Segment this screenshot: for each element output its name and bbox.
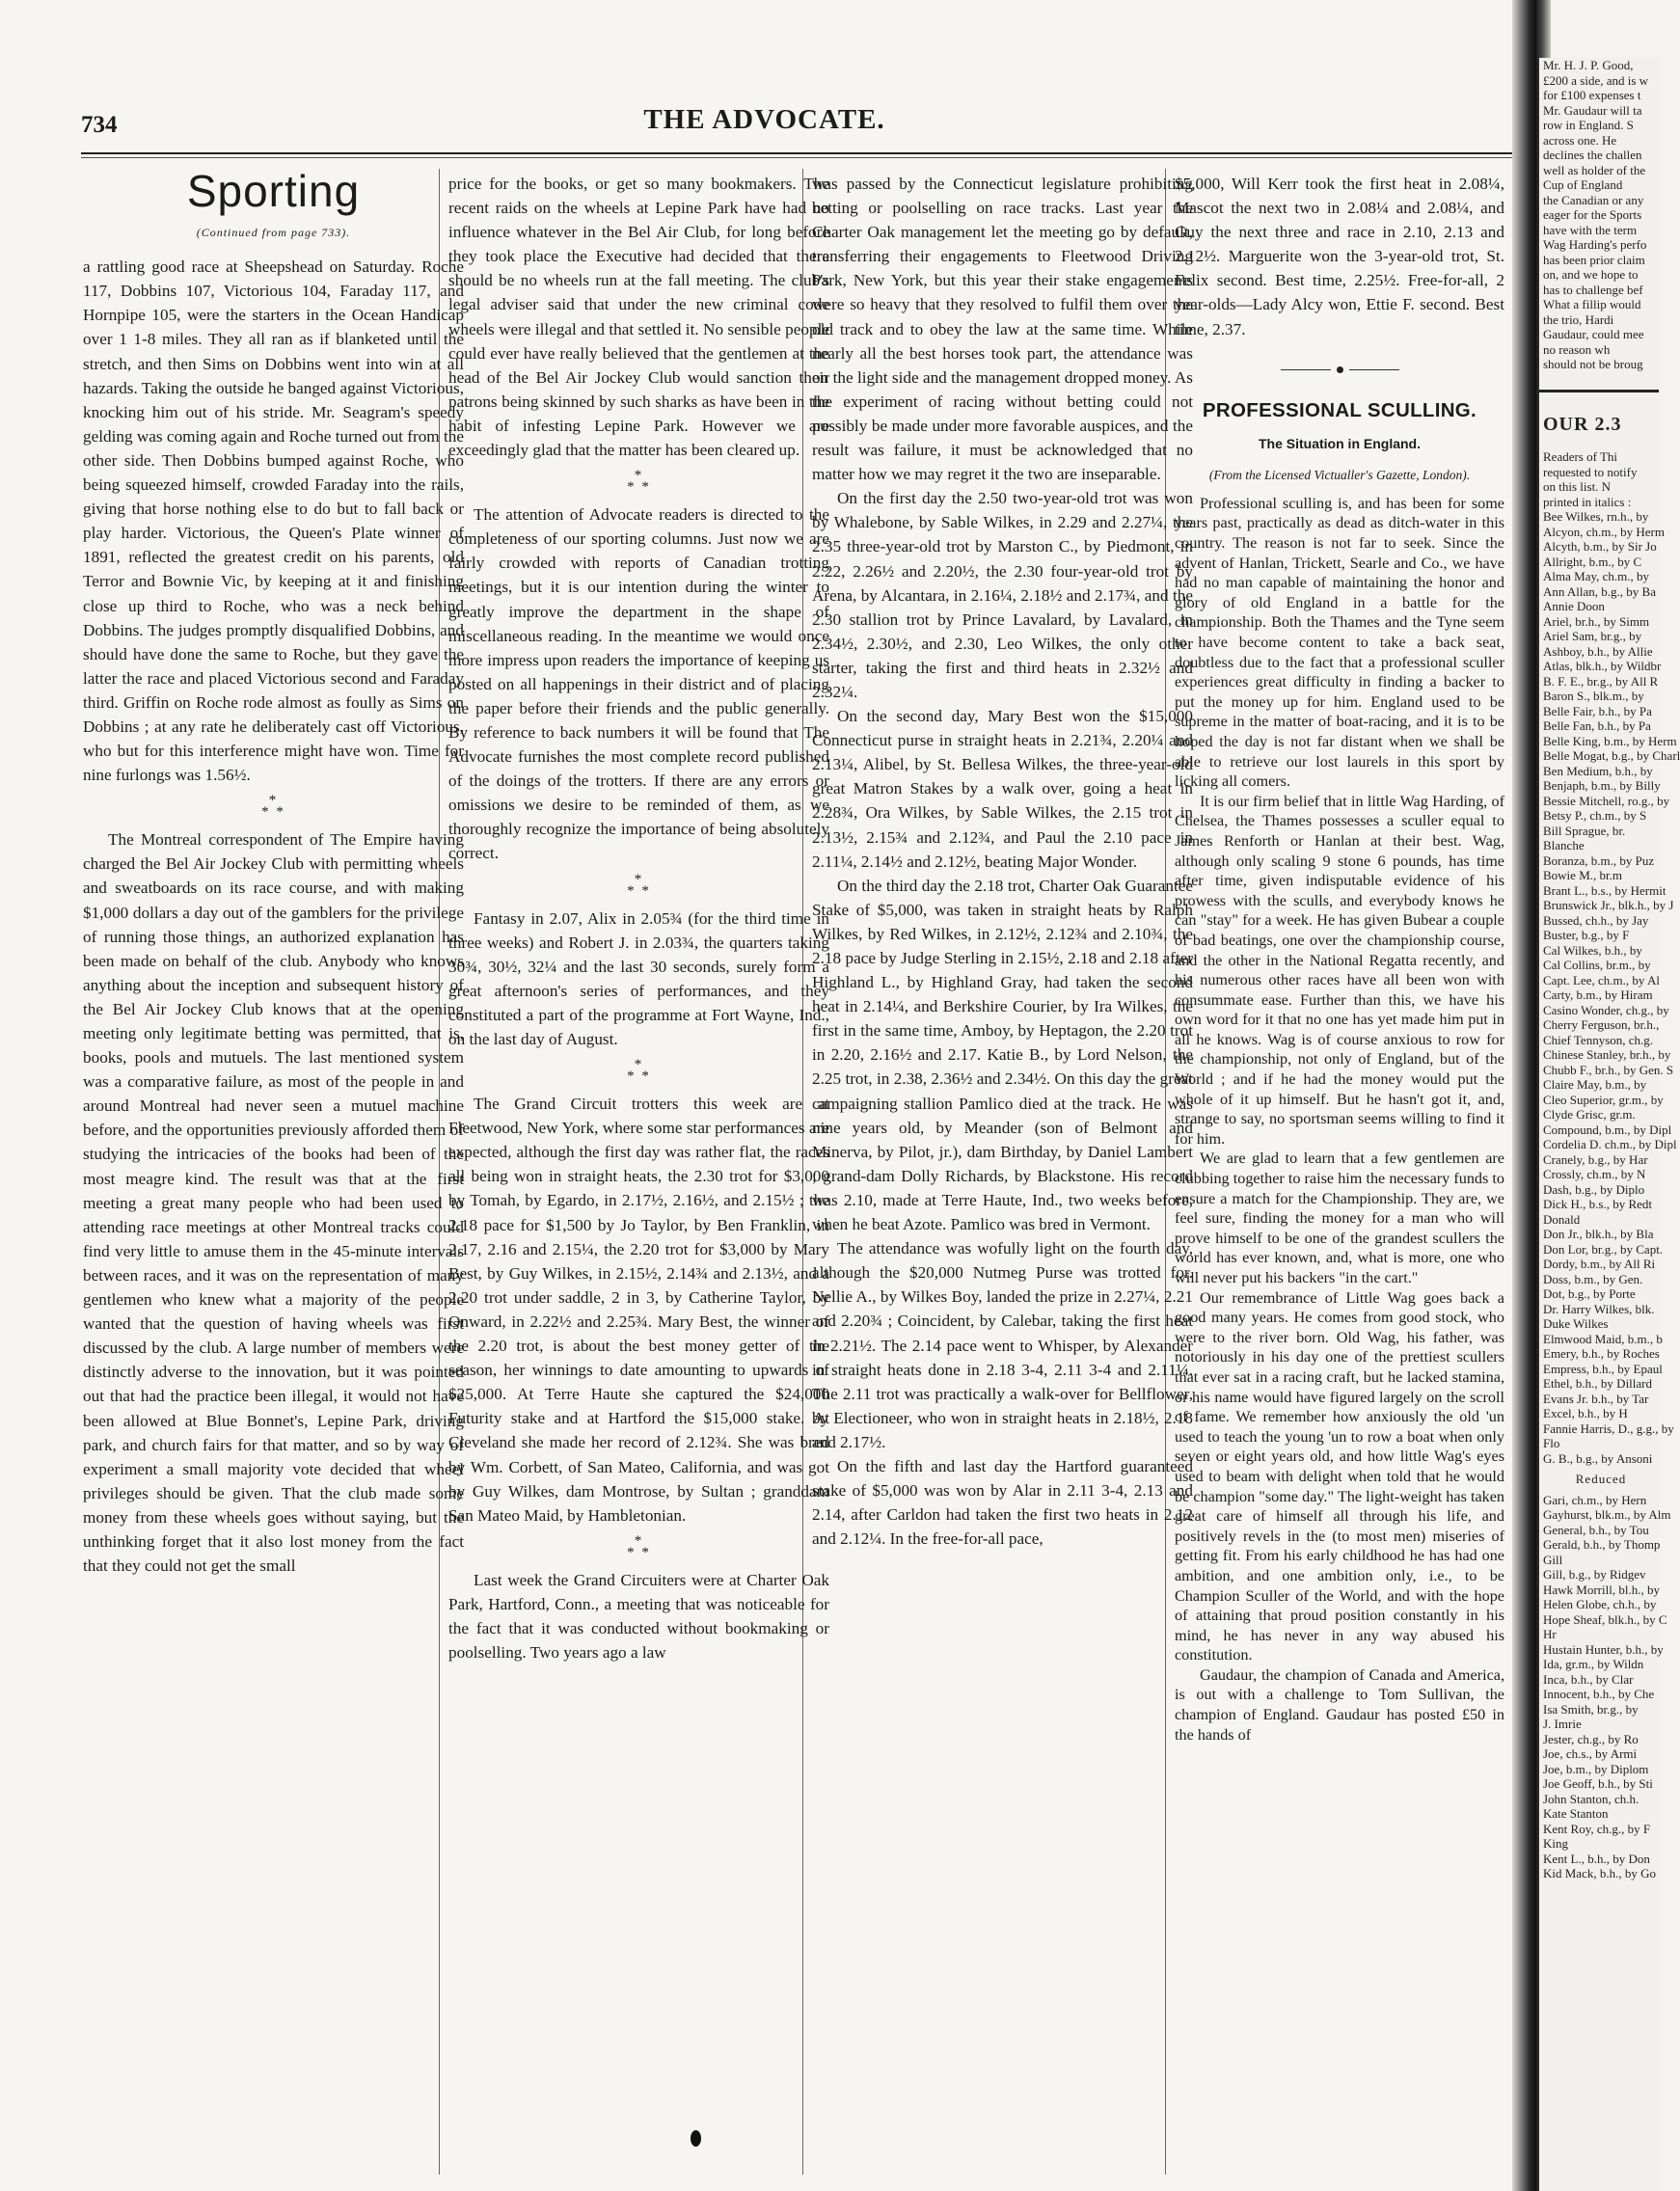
- page-number: 734: [81, 112, 118, 138]
- adjacent-page-reduced-heading: Reduced: [1575, 1472, 1627, 1486]
- adjacent-page-list-item: Clyde Grisc, gr.m.: [1543, 1107, 1636, 1122]
- adjacent-page-list-item: Carty, b.m., by Hiram: [1543, 987, 1653, 1002]
- adjacent-page-rule: [1539, 390, 1659, 392]
- adjacent-page-list-item: Alcyon, ch.m., by Herm: [1543, 524, 1666, 539]
- adjacent-page-line: Mr. Gaudaur will ta: [1543, 102, 1642, 118]
- adjacent-page-list-item: Joe, b.m., by Diplom: [1543, 1761, 1649, 1776]
- adjacent-page-list-item: Don Lor, br.g., by Capt.: [1543, 1241, 1664, 1257]
- adjacent-page-line: across one. He: [1543, 132, 1617, 148]
- adjacent-page-list-item: Alma May, ch.m., by: [1543, 569, 1649, 583]
- adjacent-page-list-lines: [1539, 509, 1680, 1466]
- adjacent-page-list-item: Hustain Hunter, b.h., by: [1543, 1641, 1664, 1657]
- adjacent-page-line: should not be broug: [1543, 357, 1643, 371]
- adjacent-page-line: on this list. N: [1543, 479, 1612, 494]
- adjacent-page-edge: [1539, 58, 1680, 2191]
- article-title: PROFESSIONAL SCULLING.: [1202, 398, 1477, 421]
- adjacent-page-line: declines the challen: [1543, 148, 1642, 162]
- article-subtitle: The Situation in England.: [1259, 435, 1421, 451]
- adjacent-page-line: row in England. S: [1543, 118, 1634, 132]
- adjacent-page-list-item: Ida, gr.m., by Wildn: [1543, 1657, 1644, 1671]
- adjacent-page-list-item: Compound, b.m., by Dipl: [1543, 1122, 1672, 1137]
- adjacent-page-list-item: Brunswick Jr., blk.h., by J: [1543, 898, 1674, 912]
- article-paragraph: Fantasy in 2.07, Alix in 2.05¾ (for the third time in three weeks) and Robert J. in 2.03¾, the quarters taking 30¾, 30½, 32¼ and the last 30 seconds, surely form a great afternoon's series of performances, and they constituted a part of the programme at Fort Wayne, Ind., on the last day of August.: [448, 908, 829, 1048]
- adjacent-page-list-item: Betsy P., ch.m., by S: [1543, 808, 1647, 823]
- adjacent-page-list-item: B. F. E., br.g., by All R: [1543, 673, 1659, 689]
- adjacent-page-list-item: Hr: [1543, 1627, 1557, 1641]
- adjacent-page-list-item: Donald: [1543, 1211, 1581, 1227]
- article-paragraph: Professional sculling is, and has been for some years past, practically as dead as ditch-water in this country. The reason is not far to seek. Since the advent of Hanlan, Trickett, Searle and Co., we have had no man capable of maintaining the honor and glory of old England in a battle for the championship. Both the Thames and the Tyne seem to have become content to take a back seat, doubtless due to the fact that a professional sculler experiences great difficulty in finding a backer to put the money up for him. England used to be supreme in the matter of boat-racing, and it is to be hoped the day is not far distant when we shall be able to retrieve our lost laurels in this sport by licking all comers.: [1175, 494, 1504, 791]
- article-paragraph: On the second day, Mary Best won the $15,000 Connecticut purse in straight heats in 2.21¾, 2.20¼ and 2.13¼, Alibel, by St. Bellesa Wilkes, the three-year-old great Matron Stakes by a walk over, going a heat in 2.28¾, Ora Wilkes, by Sable Wilkes, the 2.15 trot in 2.13½, 2.15¾ and 2.12¾, and Paul the 2.10 pace in 2.11¼, 2.14½ and 2.12½, beating Major Wonder.: [812, 707, 1193, 871]
- adjacent-page-list-item: Dash, b.g., by Diplo: [1543, 1181, 1645, 1197]
- adjacent-page-list-item: Doss, b.m., by Gen.: [1543, 1271, 1643, 1286]
- adjacent-page-list-item: Belle Mogat, b.g., by Charl: [1543, 748, 1680, 763]
- adjacent-page-reduced-lines: [1539, 1492, 1671, 1881]
- adjacent-page-line: What a fillip would: [1543, 297, 1641, 311]
- adjacent-page-line: Gaudaur, could mee: [1543, 327, 1644, 341]
- adjacent-page-list-item: Claire May, b.m., by: [1543, 1077, 1647, 1092]
- adjacent-page-line: have with the term: [1543, 222, 1638, 237]
- adjacent-page-list-item: John Stanton, ch.h.: [1543, 1791, 1639, 1806]
- adjacent-page-list-item: Joe Geoff, b.h., by Sti: [1543, 1776, 1653, 1791]
- adjacent-page-list-item: Hope Sheaf, blk.h., by C: [1543, 1611, 1667, 1627]
- adjacent-page-line: Readers of Thi: [1543, 449, 1618, 464]
- adjacent-page-line: for £100 expenses t: [1543, 88, 1641, 102]
- adjacent-page-line: well as holder of the: [1543, 162, 1646, 177]
- article-paragraph: The attention of Advocate readers is directed to the completeness of our sporting columns. Just now we are fairly crowded with reports of Canadian trotting meetings, but it is our intention during the winter to greatly improve the department in the shape of miscellaneous reading. In the meantime we would once more impress upon readers the importance of keeping us posted on all happenings in their district and of placing the paper before their friends and the public generally. By reference to back numbers it will be found that The Advocate furnishes the most complete record published of the doings of the trotters. If there are any errors or omissions we desire to be reminded of them, as we thoroughly recognize the importance of being absolutely correct.: [448, 505, 829, 863]
- adjacent-page-list-item: Excel, b.h., by H: [1543, 1406, 1628, 1420]
- article-paragraph: was passed by the Connecticut legislature prohibiting betting or poolselling on race tracks. Last year the Charter Oak management let the meeting go by default, transferring their engagements to Fleetwood Driving Park, New York, but this year their stake engagements were so heavy that they resolved to fulfil them over the old track and to obey the law at the same time. While nearly all the best horses took part, the attendance was on the light side and the management dropped money. As the experiment of racing without betting could not possibly be made under more favorable auspices, and the result was failure, it must be acknowledged that no matter how we may regret it the two are inseparable.: [812, 175, 1193, 484]
- adjacent-page-list-item: Ariel, br.h., by Simm: [1543, 613, 1650, 629]
- article-paragraph: a rattling good race at Sheepshead on Saturday. Roche 117, Dobbins 107, Victorious 104, Faraday 117, and Hornpipe 105, were the starters in the Ocean Handicap over 1 1-8 miles. They all ran as if blanketed until the stretch, and then Sims on Dobbins went into win at all hazards. Taking the outside he banged against Victorious, knocking him out of his stride. Mr. Seagram's speedy gelding was coming again and Roche turned out from the other side. Then Dobbins bumped against Roche, who being squeezed himself, crowded Faraday into the rails, giving that horse nothing else to do but to fall back or play harder. Victorious, the Queen's Plate winner of 1891, reflected the greatest credit on his parents, old Terror and Bownie Vic, by keeping at it and finishing close up third to Roche, who was a neck behind Dobbins. The judges promptly disqualified Dobbins, and should have done the same to Roche, but they gave the latter the race and placed Victorious second and Faraday third. Griffin on Roche rode almost as foully as Sims on Dobbins ; at any rate he deliberately cast off Victorious, who but for this interference might have won. Time for nine furlongs was 1.56½.: [83, 257, 464, 785]
- adjacent-page-list-item: Annie Doon: [1543, 599, 1605, 613]
- adjacent-page-line: the trio, Hardi: [1543, 311, 1614, 327]
- adjacent-page-list-item: Helen Globe, ch.h., by: [1543, 1597, 1657, 1611]
- adjacent-page-list-item: Kid Mack, b.h., by Go: [1543, 1866, 1656, 1880]
- article-paragraph: Last week the Grand Circuiters were at Charter Oak Park, Hartford, Conn., a meeting that was noticeable for the fact that it was conducted without bookmaking or poolselling. Two years ago a law: [448, 1570, 829, 1663]
- adjacent-page-list-item: Innocent, b.h., by Che: [1543, 1687, 1655, 1701]
- section-separator-asterism: * * *: [261, 793, 285, 821]
- adjacent-page-heading: OUR 2.3: [1543, 413, 1622, 435]
- masthead: THE ADVOCATE.: [643, 104, 885, 135]
- article-paragraph: price for the books, or get so many bookmakers. The recent raids on the wheels at Lepine Park have had no influence whatever in the Bel Air Club, for long before they took place the Executive had decided that there should be no wheels run at the fall meeting. The club's legal adviser said that under the new criminal code wheels were illegal and that settled it. No sensible people could ever have really believed that the gentlemen at the head of the Bel Air Jockey Club would sanction their patrons being skinned by such sharks as have been in the habit of infesting Lepine Park. However we are exceedingly glad that the matter has been cleared up.: [448, 175, 829, 460]
- adjacent-page-list-item: Elmwood Maid, b.m., b: [1543, 1331, 1663, 1346]
- article-paragraph: The Montreal correspondent of The Empire having charged the Bel Air Jockey Club with permitting wheels and sweatboards on its race course, and with making $1,000 dollars a day out of the gamblers for the privilege of running those things, an authorized explanation has been made on behalf of the club. Anybody who knows anything about the inception and subsequent history of the Bel Air Jockey Club knows that at the opening meeting only legitimate betting was permitted, that is, books, pools and mutuels. The last mentioned system was a comparative failure, as most of the people in and around Montreal had never seen a mutuel machine before, and the opportunities previously afforded them of studying the intricacies of the books had been of the most meagre kind. The result was that at the first meeting a great many people who had been used to attending race meetings at other Montreal tracks could find very little to amuse them in the 45-minute intervals between races, and it was on the representation of many gentlemen who knew what a majority of the people wanted that the question of having wheels was first discussed by the club. A large number of members were distinctly adverse to the innovation, but it was pointed out that had the practice been illegal, it would not have been allowed at Blue Bonnet's, Lepine Park, driving park, and church fairs for that matter, and so by way of experiment a small majority vote decided that wheel privileges should be given. That the club made some money from these wheels goes without saying, but the unthinking forget that it also lost money from the fact that they could not get the small: [83, 830, 464, 1576]
- adjacent-page-list-item: Evans Jr. b.h., by Tar: [1543, 1391, 1649, 1406]
- adjacent-page-line: has been prior claim: [1543, 252, 1645, 267]
- adjacent-page-list-item: Gayhurst, blk.m., by Alm: [1543, 1507, 1671, 1522]
- section-separator-asterism: * * *: [627, 1532, 651, 1560]
- adjacent-page-list-item: Capt. Lee, ch.m., by Al: [1543, 972, 1660, 987]
- adjacent-page-list-item: Jester, ch.g., by Ro: [1543, 1731, 1639, 1746]
- adjacent-page-list-item: Cal Wilkes, b.h., by: [1543, 942, 1642, 958]
- adjacent-page-list-item: Baron S., blk.m., by: [1543, 689, 1644, 703]
- adjacent-page-list-item: Ashboy, b.h., by Allie: [1543, 643, 1653, 659]
- continued-note: (Continued from page 733).: [196, 226, 351, 240]
- adjacent-page-line: no reason wh: [1543, 341, 1611, 357]
- adjacent-page-list-item: Crossly, ch.m., by N: [1543, 1167, 1646, 1181]
- adjacent-page-list-item: Chinese Stanley, br.h., by: [1543, 1047, 1671, 1062]
- adjacent-page-line: the Canadian or any: [1543, 192, 1644, 207]
- ink-blot: [691, 2130, 701, 2147]
- adjacent-page-list-item: Flo: [1543, 1436, 1560, 1450]
- adjacent-page-list-item: Gill, b.g., by Ridgev: [1543, 1567, 1646, 1582]
- adjacent-page-list-item: Ethel, b.h., by Dillard: [1543, 1376, 1653, 1391]
- article-paragraph: $5,000, Will Kerr took the first heat in 2.08¼, Mascot the next two in 2.08¼ and 2.08¼, and Guy the next three and race in 2.10, 2.13 and 2.12½. Marguerite won the 3-year-old trot, St. Felix second. Best time, 2.25½. Free-for-all, 2 year-olds—Lady Alcy won, Ettie F. second. Best time, 2.37.: [1175, 175, 1504, 338]
- section-separator-asterism: * * *: [627, 1057, 651, 1085]
- adjacent-page-list-item: Bessie Mitchell, ro.g., by: [1543, 793, 1670, 808]
- adjacent-page-list-item: King: [1543, 1836, 1568, 1851]
- adjacent-page-list-item: Isa Smith, br.g., by: [1543, 1701, 1639, 1717]
- column-3: [812, 172, 1193, 2173]
- column-2: [448, 172, 829, 2173]
- adjacent-page-line: printed in italics :: [1543, 494, 1632, 509]
- article-paragraph: It is our firm belief that in little Wag Harding, of Chelsea, the Thames possesses a sculler equal to James Renforth or Hanlan at their best. Wag, although only scaling 9 stone 6 pounds, has time after time, given indisputable evidence of his prowess with the sculls, and everybody knows he can "stay" for a week. He has given Bubear a couple of bad beatings, one over the championship course, and the other in the National Regatta recently, and his numerous other races have all been won with consummate ease. Further than this, we have his own word for it that no one has yet made him put in all he knows. Wag is of course anxious to row for the championship, not only of England, but of the World ; and if he had the money would put the whole of it up himself. But he hasn't got it, and, strange to say, no sportsman seems willing to find it for him.: [1175, 792, 1504, 1148]
- adjacent-page-intro-lines: [1539, 449, 1659, 509]
- adjacent-page-list-item: Ann Allan, b.g., by Ba: [1543, 583, 1656, 599]
- adjacent-page-list-item: Kate Stanton: [1543, 1806, 1609, 1821]
- adjacent-page-list-item: Belle King, b.m., by Herm: [1543, 733, 1677, 748]
- adjacent-page-list-item: Blanche: [1543, 838, 1585, 852]
- adjacent-page-list-item: Emery, b.h., by Roches: [1543, 1346, 1660, 1361]
- adjacent-page-line: Mr. H. J. P. Good,: [1543, 58, 1634, 72]
- article-paragraph: We are glad to learn that a few gentlemen are clubbing together to raise him the necessary funds to ensure a match for the Championship. They are, we feel sure, finding the money for a man who will prove himself to be one of the grandest scullers the world has ever known, and, what is more, one who will never put his backers "in the cart.": [1175, 1150, 1504, 1286]
- header-rule: [81, 152, 1513, 154]
- adjacent-page-list-item: Dot, b.g., by Porte: [1543, 1286, 1636, 1301]
- adjacent-page-list-item: Alcyth, b.m., by Sir Jo: [1543, 539, 1657, 554]
- adjacent-page-line: £200 a side, and is w: [1543, 72, 1649, 88]
- adjacent-page-list-item: Dordy, b.m., by All Ri: [1543, 1257, 1656, 1271]
- adjacent-page-list-item: Hawk Morrill, bl.h., by: [1543, 1582, 1660, 1597]
- adjacent-page-list-item: Belle Fair, b.h., by Pa: [1543, 703, 1652, 718]
- adjacent-page-list-item: Dr. Harry Wilkes, blk.: [1543, 1301, 1655, 1316]
- adjacent-page-line: Wag Harding's perfo: [1543, 237, 1647, 252]
- adjacent-page-list-item: Cleo Superior, gr.m., by: [1543, 1092, 1664, 1107]
- adjacent-page-list-item: Fannie Harris, D., g.g., by: [1543, 1420, 1674, 1436]
- adjacent-page-list-item: Bowie M., br.m: [1543, 868, 1622, 882]
- adjacent-page-list-item: Duke Wilkes: [1543, 1316, 1609, 1331]
- adjacent-page-list-item: Gari, ch.m., by Hern: [1543, 1492, 1647, 1507]
- article-paragraph: The Grand Circuit trotters this week are at Fleetwood, New York, where some star performances are expected, although the first day was rather flat, the races all being won in straight heats, the 2.30 trot for $3,000 by Tomah, by Egardo, in 2.17½, 2.16½, and 2.15½ ; the 2.18 pace for $1,500 by Jo Taylor, by Ben Franklin, in 2.17, 2.16 and 2.15¼, the 2.20 trot for $3,000 by Mary Best, by Guy Wilkes, in 2.15½, 2.14¾ and 2.13½, and a 2.20 trot under saddle, 2 in 3, by Catherine Taylor, by Onward, in 2.22½ and 2.25¾. Mary Best, the winner of the 2.20 trot, is about the best money getter of the season, her winnings to date amounting to upwards of $25,000. At Terre Haute she captured the $24,000 Futurity stake and at Hartford the $15,000 stake. At Cleveland she made her record of 2.12¾. She was bred by Wm. Corbett, of San Mateo, California, and was got by Guy Wilkes, dam Montrose, by Sultan ; granddam San Mateo Maid, by Hambletonian.: [448, 1095, 829, 1525]
- section-separator-asterism: * * *: [627, 468, 651, 496]
- adjacent-page-line: requested to notify: [1543, 464, 1638, 479]
- article-paragraph: On the third day the 2.18 trot, Charter Oak Guarantee Stake of $5,000, was taken in straight heats by Ralph Wilkes, by Red Wilkes, in 2.12½, 2.12¾ and 2.10¾, the 2.18 pace by Judge Sterling in 2.15½, 2.18 and 2.18 after Highland L., by Highland Gray, had taken the second heat in 2.14¼, and Berkshire Courier, by Ira Wilkes, the first in the same time, Amboy, by Heptagon, the 2.20 trot in 2.20, 2.16½ and 2.17. Katie B., by Lord Nelson, the 2.25 trot, in 2.38, 2.36½ and 2.34½. On this day the great campaigning stallion Pamlico died at the track. He was nine years old, by Meander (son of Belmont and Minerva, by Pilot, jr.), dam Birthday, by Daniel Lambert ; grand-dam Dolly Richards, by Blackstone. His record was 2.10, made at Terre Haute, Ind., two weeks before, when he beat Azote. Pamlico was bred in Vermont.: [812, 876, 1193, 1234]
- adjacent-page-line: has to challenge bef: [1543, 282, 1643, 297]
- adjacent-page-list-item: Benjaph, b.m., by Billy: [1543, 778, 1661, 793]
- adjacent-page-list-item: Ben Medium, b.h., by: [1543, 763, 1653, 778]
- adjacent-page-list-item: Buster, b.g., by F: [1543, 928, 1630, 942]
- column-4: [1175, 172, 1504, 2173]
- article-paragraph: Gaudaur, the champion of Canada and America, is out with a challenge to Tom Sullivan, the champion of England. Gaudaur has posted £50 in the hands of: [1175, 1665, 1504, 1744]
- adjacent-page-list-item: Bussed, ch.h., by Jay: [1543, 912, 1649, 928]
- adjacent-page-list-item: Cranely, b.g., by Har: [1543, 1151, 1648, 1167]
- section-separator-asterism: * * *: [627, 871, 651, 899]
- article-paragraph: On the first day the 2.50 two-year-old trot was won by Whalebone, by Sable Wilkes, in 2.29 and 2.27¼, the 2.35 three-year-old trot by Marston C., by Piedmont, in 2.22, 2.26½ and 2.20½, the 2.30 four-year-old trot by Arena, by Alcantara, in 2.16¼, 2.18½ and 2.17¾, and the 2.30 stallion trot by Prince Lavalard, by Lavalard, in 2.34½, 2.30½, and 2.30, Leo Wilkes, the only other starter, taking the first and third heats in 2.32½ and 2.32¼.: [812, 489, 1193, 701]
- article-paragraph: The attendance was wofully light on the fourth day, although the $20,000 Nutmeg Purse was trotted for. Nellie A., by Wilkes Boy, landed the prize in 2.27¼, 2.21 and 2.20¾ ; Coincident, by Calebar, taking the first heat in 2.21½. The 2.14 pace went to Whisper, by Alexander in straight heats done in 2.18 3-4, 2.11 3-4 and 2.11¼. The 2.11 trot was practically a walk-over for Bellflower, by Electioneer, who won in straight heats in 2.18½, 2.18 and 2.17½.: [812, 1239, 1193, 1451]
- adjacent-page-list-item: Inca, b.h., by Clar: [1543, 1671, 1634, 1687]
- article-source: (From the Licensed Victualler's Gazette, London).: [1208, 467, 1471, 482]
- adjacent-page-list-item: Cal Collins, br.m., by: [1543, 958, 1651, 972]
- adjacent-page-list-item: Brant L., b.s., by Hermit: [1543, 882, 1666, 898]
- adjacent-page-list-item: Cordelia D. ch.m., by Dipl: [1543, 1137, 1677, 1151]
- adjacent-page-list-item: Gerald, b.h., by Thomp: [1543, 1537, 1661, 1552]
- header-rule-thin: [81, 157, 1513, 158]
- adjacent-page-list-item: Boranza, b.m., by Puz: [1543, 852, 1655, 868]
- adjacent-page-list-item: Empress, b.h., by Epaul: [1543, 1361, 1663, 1376]
- article-divider: [1175, 366, 1504, 373]
- adjacent-page-list-item: Allright, b.m., by C: [1543, 554, 1642, 569]
- adjacent-page-line: eager for the Sports: [1543, 207, 1642, 222]
- adjacent-page-list-item: J. Imrie: [1543, 1717, 1582, 1731]
- adjacent-page-list-item: Ariel Sam, br.g., by: [1543, 629, 1642, 643]
- adjacent-page-line: on, and we hope to: [1543, 267, 1639, 282]
- adjacent-page-list-item: Bill Sprague, br.: [1543, 823, 1626, 838]
- adjacent-page-list-item: Joe, ch.s., by Armi: [1543, 1746, 1638, 1761]
- adjacent-page-list-item: Kent L., b.h., by Don: [1543, 1851, 1650, 1866]
- section-title: Sporting: [186, 166, 361, 216]
- adjacent-page-list-item: Kent Roy, ch.g., by F: [1543, 1821, 1651, 1836]
- adjacent-page-list-item: Chubb F., br.h., by Gen. S: [1543, 1062, 1674, 1077]
- adjacent-page-top-lines: [1539, 58, 1659, 372]
- article-paragraph: Our remembrance of Little Wag goes back a good many years. He comes from good stock, who were to the river born. Old Wag, his father, was notoriously in his day one of the prettiest scullers that ever sat in a racing craft, but he lacked stamina, or his name would have figured largely on the scroll of fame. We remember how anxiously the old 'un used to teach the young 'un to row a boat when only seven or eight years old, and how little Wag's eyes used to beam with delight when told that he would be champion "some day." The light-weight has taken great care of himself all through his life, and positively revels in the (to most men) miseries of getting fit. From his early childhood he has had one ambition, and one ambition only, i.e., to be Champion Sculler of the World, and with the hope of attaining that proud position constantly in his mind, he has never in any way abused his constitution.: [1175, 1288, 1504, 1664]
- adjacent-page-list-item: General, b.h., by Tou: [1543, 1522, 1649, 1537]
- adjacent-page-list-item: Chief Tennyson, ch.g.: [1543, 1032, 1654, 1047]
- adjacent-page-list-item: G. B., b.g., by Ansoni: [1543, 1450, 1653, 1466]
- adjacent-page-list-item: Belle Fan, b.h., by Pa: [1543, 718, 1651, 733]
- article-paragraph: On the fifth and last day the Hartford guaranteed stake of $5,000 was won by Alar in 2.11 3-4, 2.13 and 2.14, after Carldon had taken the first two heats in 2.12 and 2.12¼. In the free-for-all pace,: [812, 1456, 1193, 1549]
- adjacent-page-list-item: Dick H., b.s., by Redt: [1543, 1197, 1653, 1211]
- adjacent-page-list-item: Gill: [1543, 1552, 1563, 1567]
- adjacent-page-list-item: Cherry Ferguson, br.h.,: [1543, 1017, 1660, 1032]
- adjacent-page-line: Cup of England: [1543, 177, 1623, 192]
- adjacent-page-list-item: Bee Wilkes, rn.h., by: [1543, 509, 1649, 524]
- adjacent-page-list-item: Don Jr., blk.h., by Bla: [1543, 1227, 1654, 1241]
- adjacent-page-list-item: Atlas, blk.h., by Wildbr: [1543, 659, 1662, 673]
- column-1: [83, 166, 464, 2173]
- adjacent-page-list-item: Casino Wonder, ch.g., by: [1543, 1002, 1669, 1017]
